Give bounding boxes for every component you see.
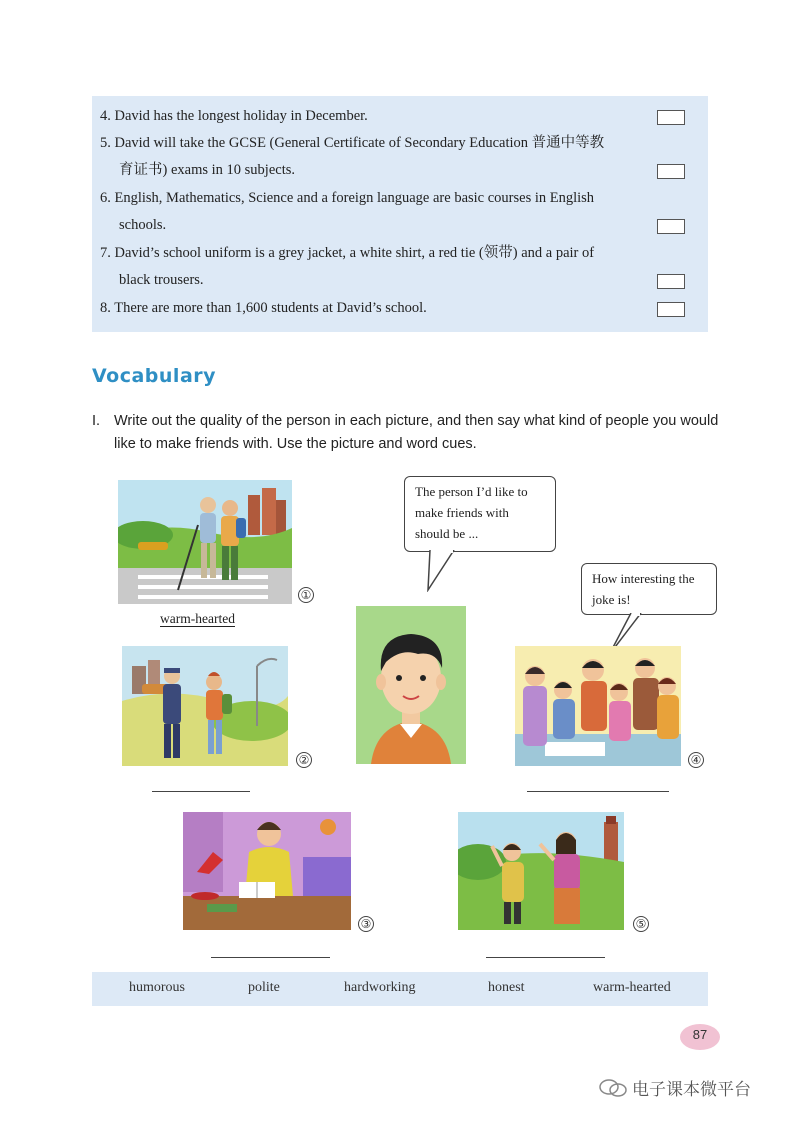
picture-hardworking [183,812,351,930]
statement-4: 4. David has the longest holiday in December. [100,108,368,124]
marker-1: ① [298,587,314,603]
checkbox-statement-6[interactable] [657,219,685,234]
picture-warm-hearted [118,480,292,604]
speech-bubble-center: The person I’d like to make friends with should be ... [404,476,556,552]
page-number: 87 [692,1027,708,1042]
speech-bubble-right: How interesting the joke is! [581,563,717,615]
statement-6: 6. English, Mathematics, Science and a foreign language are basic courses in English schools. [100,190,595,233]
answer-1: warm-hearted [160,611,235,626]
bubble-tail-center [424,550,464,592]
answer-line-3[interactable] [211,957,330,958]
checkbox-statement-5[interactable] [657,164,685,179]
marker-3: ③ [358,916,374,932]
watermark-text: 电子课本微平台 [632,1080,751,1100]
marker-5: ⑤ [633,916,649,932]
word-cue-honest: honest [488,980,525,995]
picture-portrait-boy [356,606,466,764]
checkbox-statement-8[interactable] [657,302,685,317]
statement-5: 5. David will take the GCSE (General Certificate of Secondary Education 普通中等教 育证书) exams in 10 subjects. [100,135,605,178]
picture-humorous [515,646,681,766]
word-cue-polite: polite [248,980,280,995]
word-cue-warm-hearted: warm-hearted [593,980,671,995]
picture-honest [458,812,624,930]
answer-line-4[interactable] [527,791,669,792]
statement-7: 7. David’s school uniform is a grey jacket, a white shirt, a red tie (领带) and a pair of black trousers. [100,245,595,288]
marker-4: ④ [688,752,704,768]
marker-2: ② [296,752,312,768]
exercise-instruction: I. Write out the quality of the person in each picture, and then say what kind of people you would like to make friends with. Use the picture and word cues. [92,413,719,452]
checkbox-statement-7[interactable] [657,274,685,289]
checkbox-statement-4[interactable] [657,110,685,125]
word-cue-hardworking: hardworking [344,980,416,995]
picture-polite [122,646,288,766]
statement-8: 8. There are more than 1,600 students at David’s school. [100,300,427,316]
answer-line-2[interactable] [152,791,250,792]
answer-line-5[interactable] [486,957,605,958]
word-cue-humorous: humorous [129,980,185,995]
section-title: Vocabulary [92,365,217,387]
wechat-icon [598,1078,628,1098]
